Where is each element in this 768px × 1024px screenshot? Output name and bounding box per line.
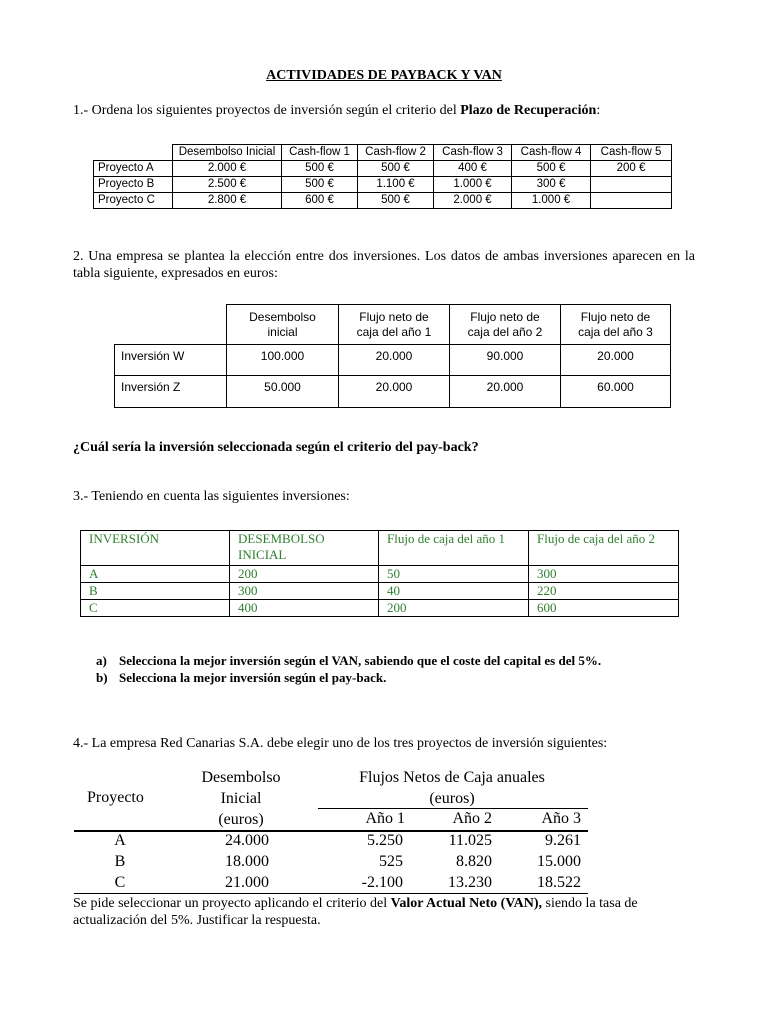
q4-col-desembolso-line: Desembolso (201, 769, 281, 786)
q3-cell: 300 (529, 566, 679, 583)
list-item-text: Selecciona la mejor inversión según el VAN, sabiendo que el coste del capital es del 5%. (119, 653, 602, 668)
q4-flow: 5.250 (367, 832, 403, 849)
q3-cell: B (81, 583, 230, 600)
q4-instructions-end: siendo la tasa de actualización del 5%. Justificar la respuesta. (73, 896, 638, 928)
table-row (81, 600, 679, 617)
q1-cell (591, 193, 672, 209)
q2-header-line: caja del año 1 (356, 324, 432, 339)
q2-header (227, 305, 339, 345)
q2-header-line: Desembolso (249, 309, 316, 324)
q4-statement: 4.- La empresa Red Canarias S.A. debe elegir uno de los tres proyectos de inversión siguientes: (73, 736, 608, 751)
q1-cell: 500 € (358, 193, 434, 209)
q2-header-line: Flujo neto de (359, 309, 429, 324)
q4-row-label: C (114, 874, 126, 891)
q2-header-line: inicial (267, 324, 298, 339)
q1-cell: 400 € (434, 161, 512, 177)
q2-header-line: caja del año 3 (578, 324, 653, 339)
q1-corner (94, 145, 173, 161)
q4-instructions-bold: Valor Actual Neto (VAN), (390, 896, 542, 911)
q3-cell: 220 (529, 583, 679, 600)
table-row (81, 566, 679, 583)
q1-text-end: : (596, 103, 601, 118)
q2-corner (115, 305, 227, 345)
q1-header: Cash-flow 3 (434, 145, 512, 161)
q3-cell: 40 (379, 583, 529, 600)
list-item (96, 669, 601, 686)
q2-row-label: Inversión Z (115, 376, 227, 408)
table-row (115, 345, 671, 376)
q4-flow: 9.261 (545, 832, 581, 849)
q2-header-line: caja del año 2 (467, 324, 543, 339)
q1-header: Cash-flow 4 (512, 145, 591, 161)
q4-desembolso: 18.000 (225, 853, 269, 870)
q1-cell: 2.800 € (173, 193, 282, 209)
q3-cell: C (81, 600, 230, 617)
q1-cell: 500 € (358, 161, 434, 177)
q2-cell: 50.000 (227, 376, 339, 408)
q4-row-label: B (114, 853, 126, 870)
q2-row-label: Inversión W (115, 345, 227, 376)
q1-row-label: Proyecto B (94, 177, 173, 193)
q2-cell: 90.000 (450, 345, 561, 376)
list-item-label: b) (96, 670, 108, 685)
list-item-label: a) (96, 653, 107, 668)
q4-col-flujos-line: (euros) (429, 790, 475, 807)
q3-cell: A (81, 566, 230, 583)
q1-cell: 2.000 € (173, 161, 282, 177)
q3-cell: 400 (230, 600, 379, 617)
q1-cell: 1.100 € (358, 177, 434, 193)
q4-col-desembolso-line: Inicial (220, 790, 262, 807)
q1-cell: 2.500 € (173, 177, 282, 193)
q2-header-line: Flujo neto de (580, 309, 651, 324)
q4-flow: 525 (379, 853, 403, 870)
q1-cell: 200 € (591, 161, 672, 177)
q3-header: Flujo de caja del año 1 (379, 531, 529, 566)
q1-header: Cash-flow 2 (358, 145, 434, 161)
q4-instructions (73, 895, 703, 929)
q1-header: Cash-flow 1 (282, 145, 358, 161)
q1-header: Desembolso Inicial (173, 145, 282, 161)
q3-statement: 3.- Teniendo en cuenta las siguientes inversiones: (73, 489, 350, 504)
q4-desembolso: 21.000 (225, 874, 269, 891)
page-title: ACTIVIDADES DE PAYBACK Y VAN (266, 68, 502, 83)
q2-cell: 60.000 (561, 376, 671, 408)
q4-flow: 11.025 (448, 832, 492, 849)
table-row (94, 177, 672, 193)
q2-question: ¿Cuál sería la inversión seleccionada según el criterio del pay-back? (73, 440, 479, 455)
list-item-text: Selecciona la mejor inversión según el pay-back. (119, 670, 387, 685)
table-row (94, 161, 672, 177)
q4-flow: 15.000 (537, 853, 581, 870)
q2-cell: 20.000 (339, 376, 450, 408)
q3-cell: 200 (379, 600, 529, 617)
q2-header (339, 305, 450, 345)
q4-instructions-text: Se pide seleccionar un proyecto aplicando el criterio del (73, 896, 391, 911)
q2-header (561, 305, 671, 345)
q1-cell (591, 177, 672, 193)
q1-cell: 1.000 € (512, 193, 591, 209)
q4-col-proyecto: Proyecto (87, 789, 144, 806)
q3-table (80, 530, 679, 617)
q4-desembolso: 24.000 (225, 832, 269, 849)
q2-header (450, 305, 561, 345)
q1-cell: 600 € (282, 193, 358, 209)
q3-subquestions (96, 652, 601, 686)
q4-flow: -2.100 (361, 874, 403, 891)
q1-cell: 300 € (512, 177, 591, 193)
q1-header: Cash-flow 5 (591, 145, 672, 161)
q2-cell: 20.000 (450, 376, 561, 408)
q4-col-flujos-line: Flujos Netos de Caja anuales (359, 769, 545, 786)
q2-cell: 100.000 (227, 345, 339, 376)
table-row (81, 583, 679, 600)
q4-year: Año 1 (365, 810, 405, 827)
q3-header: INVERSIÓN (81, 531, 230, 566)
q4-flow: 18.522 (537, 874, 581, 891)
q3-cell: 300 (230, 583, 379, 600)
q1-text: 1.- Ordena los siguientes proyectos de inversión según el criterio del (73, 103, 461, 118)
q2-table (114, 304, 671, 408)
q1-cell: 500 € (512, 161, 591, 177)
q4-year: Año 3 (541, 810, 581, 827)
q4-col-desembolso (180, 767, 302, 830)
q1-statement (73, 102, 713, 119)
q2-header-line: Flujo neto de (470, 309, 540, 324)
table-row (94, 193, 672, 209)
list-item (96, 652, 601, 669)
q2-cell: 20.000 (561, 345, 671, 376)
q4-flow: 8.820 (456, 853, 492, 870)
q1-cell: 500 € (282, 177, 358, 193)
q1-cell: 2.000 € (434, 193, 512, 209)
q4-col-flujos (318, 767, 586, 809)
q2-statement: 2. Una empresa se plantea la elección entre dos inversiones. Los datos de ambas inversiones aparecen en la tabla siguiente, expresados en euros: (73, 249, 695, 281)
q4-bottom-rule (74, 893, 588, 894)
q3-cell: 50 (379, 566, 529, 583)
q1-cell: 1.000 € (434, 177, 512, 193)
q3-cell: 200 (230, 566, 379, 583)
q1-text-bold: Plazo de Recuperación (460, 103, 597, 118)
table-row (115, 376, 671, 408)
q4-row-label: A (114, 832, 126, 849)
q3-cell: 600 (529, 600, 679, 617)
q1-cell: 500 € (282, 161, 358, 177)
q4-flujos-underline (318, 808, 588, 809)
q1-row-label: Proyecto C (94, 193, 173, 209)
q1-table (93, 144, 672, 209)
q4-year: Año 2 (452, 810, 492, 827)
q2-cell: 20.000 (339, 345, 450, 376)
q4-col-desembolso-line: (euros) (218, 811, 264, 828)
q3-header: DESEMBOLSO INICIAL (230, 531, 379, 566)
q4-flow: 13.230 (448, 874, 492, 891)
q1-row-label: Proyecto A (94, 161, 173, 177)
q3-header: Flujo de caja del año 2 (529, 531, 679, 566)
